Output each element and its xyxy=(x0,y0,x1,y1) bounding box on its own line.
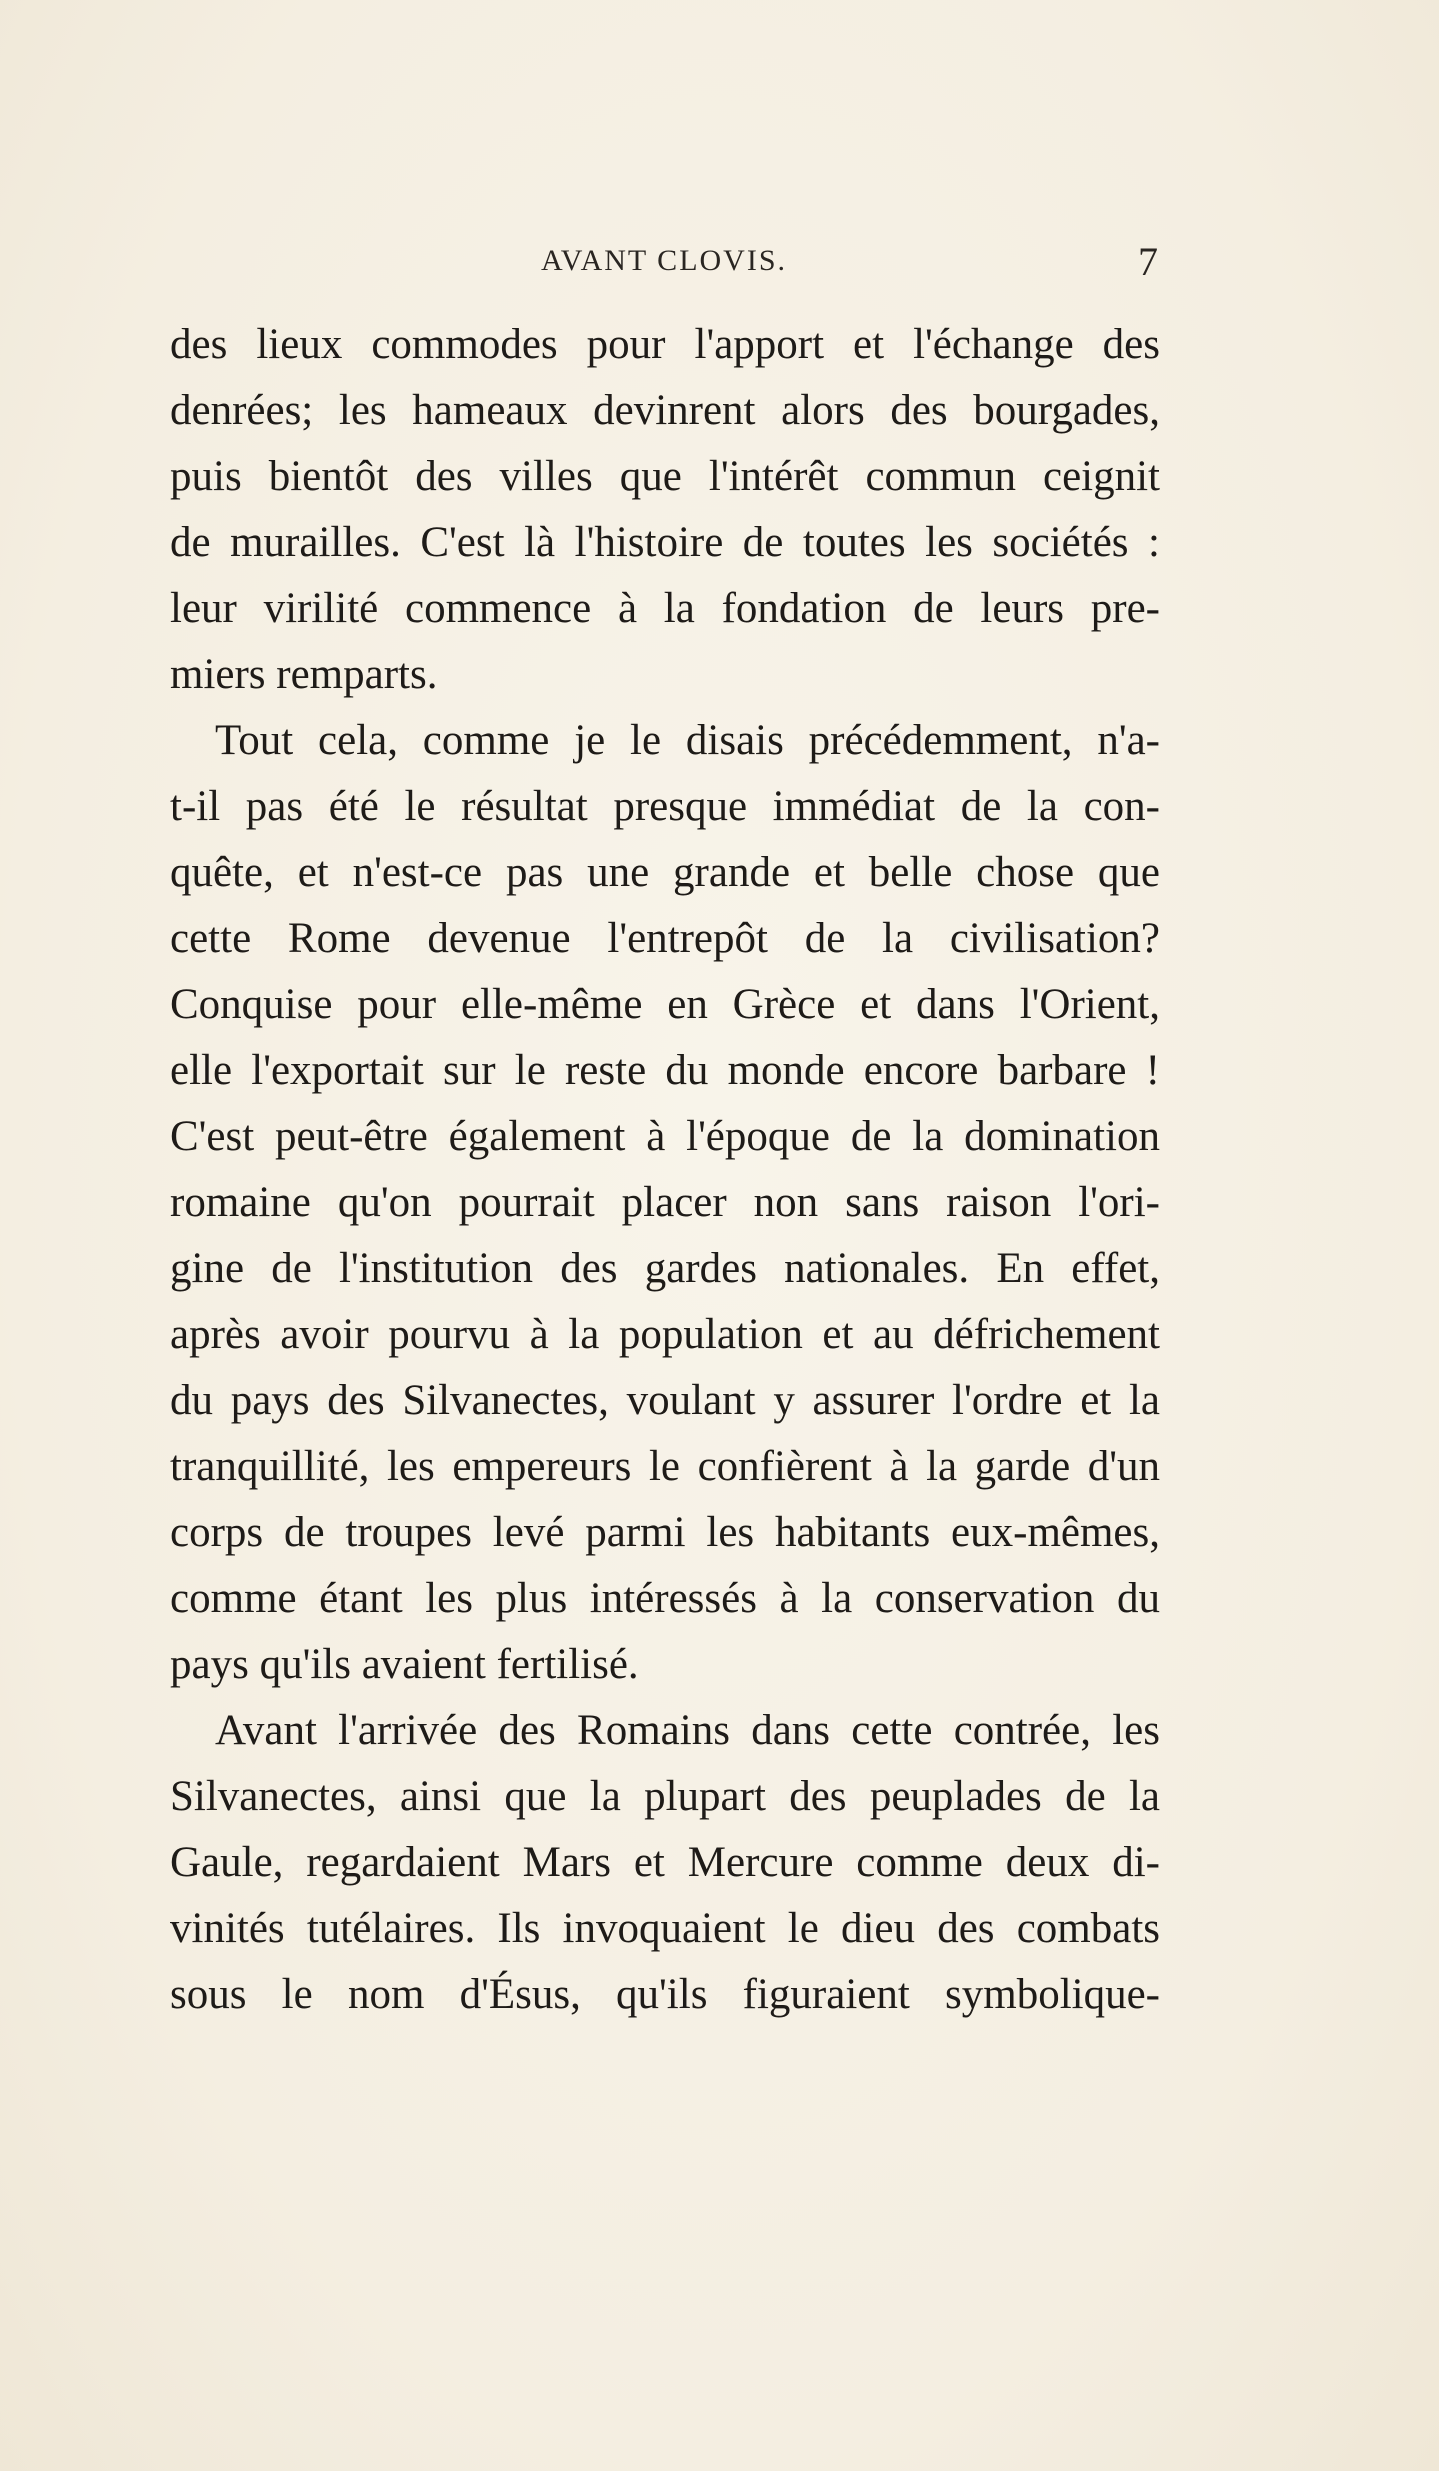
body-text xyxy=(170,312,1160,2028)
text-line: pays qu'ils avaient fertilisé. xyxy=(170,1641,639,1688)
text-line: sous le nom d'Ésus, qu'ils figuraient symbolique- xyxy=(170,1971,1160,2018)
text-line: denrées; les hameaux devinrent alors des bourgades, xyxy=(170,387,1160,434)
paragraph-2 xyxy=(170,708,1160,1698)
text-line: gine de l'institution des gardes nationales. En effet, xyxy=(170,1245,1160,1292)
text-line: romaine qu'on pourrait placer non sans raison l'ori- xyxy=(170,1179,1160,1226)
text-line: corps de troupes levé parmi les habitants eux-mêmes, xyxy=(170,1509,1160,1556)
paragraph-1 xyxy=(170,312,1160,708)
text-line: du pays des Silvanectes, voulant y assurer l'ordre et la xyxy=(170,1377,1160,1424)
running-head xyxy=(170,238,1158,288)
text-line: Silvanectes, ainsi que la plupart des peuplades de la xyxy=(170,1773,1160,1820)
text-line: leur virilité commence à la fondation de leurs pre- xyxy=(170,585,1160,632)
text-line: cette Rome devenue l'entrepôt de la civilisation? xyxy=(170,915,1160,962)
text-line: Conquise pour elle-même en Grèce et dans l'Orient, xyxy=(170,981,1160,1028)
text-line: des lieux commodes pour l'apport et l'échange des xyxy=(170,321,1160,368)
text-line: elle l'exportait sur le reste du monde encore barbare ! xyxy=(170,1047,1160,1094)
page-number: 7 xyxy=(1138,239,1158,284)
text-line: comme étant les plus intéressés à la conservation du xyxy=(170,1575,1160,1622)
paragraph-3 xyxy=(170,1698,1160,2028)
text-line: miers remparts. xyxy=(170,651,438,698)
text-line: après avoir pourvu à la population et au défrichement xyxy=(170,1311,1160,1358)
text-line: puis bientôt des villes que l'intérêt commun ceignit xyxy=(170,453,1160,500)
text-line: vinités tutélaires. Ils invoquaient le dieu des combats xyxy=(170,1905,1160,1952)
running-head-title: AVANT CLOVIS. xyxy=(540,244,788,277)
text-line: t-il pas été le résultat presque immédiat de la con- xyxy=(170,783,1160,830)
text-line: C'est peut-être également à l'époque de la domination xyxy=(170,1113,1160,1160)
text-line: de murailles. C'est là l'histoire de toutes les sociétés : xyxy=(170,519,1160,566)
text-line: Avant l'arrivée des Romains dans cette contrée, les xyxy=(215,1707,1160,1754)
text-line: Tout cela, comme je le disais précédemment, n'a- xyxy=(215,717,1160,764)
text-line: Gaule, regardaient Mars et Mercure comme deux di- xyxy=(170,1839,1160,1886)
text-line: quête, et n'est-ce pas une grande et belle chose que xyxy=(170,849,1160,896)
text-line: tranquillité, les empereurs le confièrent à la garde d'un xyxy=(170,1443,1160,1490)
